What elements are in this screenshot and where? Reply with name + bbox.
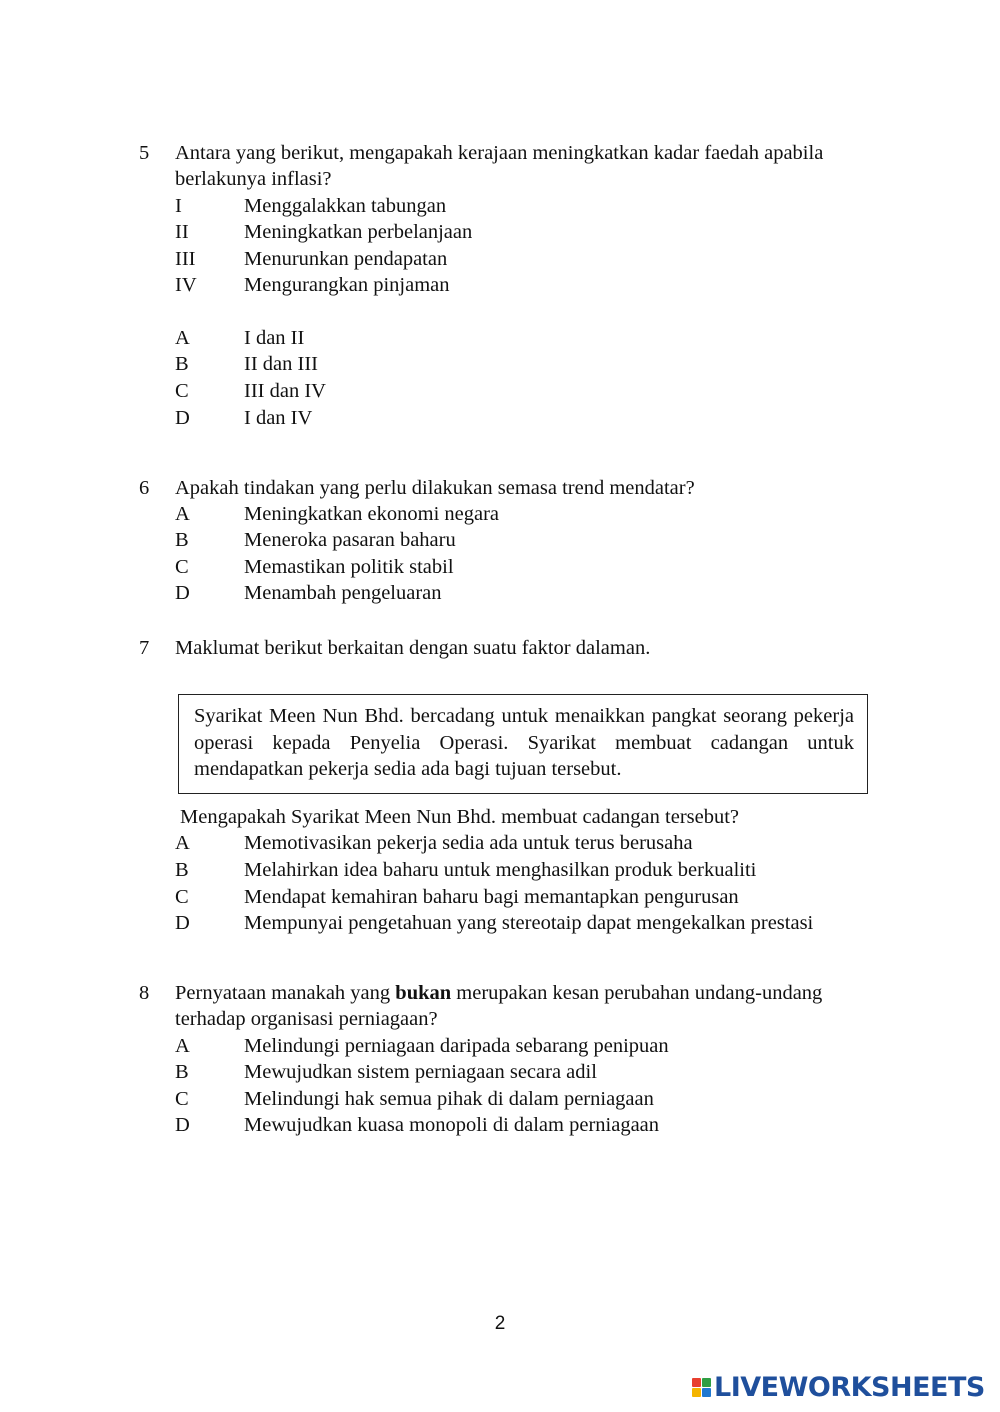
option-text[interactable]: Menambah pengeluaran bbox=[244, 582, 442, 604]
question-prompt: Mengapakah Syarikat Meen Nun Bhd. membuat cadangan tersebut? bbox=[180, 806, 740, 828]
logo-text: LIVEWORKSHEETS bbox=[714, 1371, 985, 1403]
option-label: D bbox=[175, 407, 190, 429]
option-text[interactable]: Mempunyai pengetahuan yang stereotaip dapat mengekalkan prestasi bbox=[244, 912, 814, 934]
logo-square-icon bbox=[702, 1378, 711, 1387]
option-label: A bbox=[175, 1035, 190, 1057]
option-text[interactable]: Melahirkan idea baharu untuk menghasilkan produk berkualiti bbox=[244, 859, 757, 881]
option-text[interactable]: Meneroka pasaran baharu bbox=[244, 529, 456, 551]
question-number: 5 bbox=[139, 142, 150, 164]
option-text[interactable]: Mewujudkan kuasa monopoli di dalam perniagaan bbox=[244, 1114, 660, 1136]
option-label: A bbox=[175, 832, 190, 854]
question-stem-line: berlakunya inflasi? bbox=[175, 168, 332, 190]
option-text[interactable]: I dan II bbox=[244, 327, 305, 349]
statement-label: III bbox=[175, 248, 196, 270]
info-box-line: Syarikat Meen Nun Bhd. bercadang untuk menaikkan pangkat seorang pekerja bbox=[194, 705, 854, 727]
option-text[interactable]: II dan III bbox=[244, 353, 318, 375]
question-number: 8 bbox=[139, 982, 150, 1004]
option-label: B bbox=[175, 859, 189, 881]
option-text[interactable]: III dan IV bbox=[244, 380, 326, 402]
question-stem-line bbox=[175, 980, 822, 1006]
option-text[interactable]: Memotivasikan pekerja sedia ada untuk terus berusaha bbox=[244, 832, 693, 854]
option-text[interactable]: Meningkatkan ekonomi negara bbox=[244, 503, 500, 525]
stem-text: merupakan kesan perubahan undang-undang bbox=[451, 982, 823, 1004]
question-number: 7 bbox=[139, 637, 150, 659]
logo-square-icon bbox=[692, 1378, 701, 1387]
stem-text: Pernyataan manakah yang bbox=[175, 982, 396, 1004]
option-text[interactable]: Melindungi hak semua pihak di dalam perniagaan bbox=[244, 1088, 654, 1110]
option-label: A bbox=[175, 327, 190, 349]
option-text[interactable]: Melindungi perniagaan daripada sebarang penipuan bbox=[244, 1035, 669, 1057]
stem-emphasis: bukan bbox=[395, 982, 452, 1004]
question-number: 6 bbox=[139, 477, 150, 499]
info-box-line: mendapatkan pekerja sedia ada bagi tujuan tersebut. bbox=[194, 758, 622, 780]
statement-text: Meningkatkan perbelanjaan bbox=[244, 221, 473, 243]
question-stem-line: Maklumat berikut berkaitan dengan suatu faktor dalaman. bbox=[175, 637, 651, 659]
page-number: 2 bbox=[494, 1313, 506, 1334]
logo-mark-icon bbox=[692, 1378, 711, 1397]
option-label: C bbox=[175, 1088, 189, 1110]
info-box-line: operasi kepada Penyelia Operasi. Syarikat membuat cadangan untuk bbox=[194, 732, 854, 754]
option-label: B bbox=[175, 529, 189, 551]
option-label: B bbox=[175, 1061, 189, 1083]
logo-square-icon bbox=[702, 1388, 711, 1397]
question-stem-line: terhadap organisasi perniagaan? bbox=[175, 1008, 438, 1030]
option-text[interactable]: Mendapat kemahiran baharu bagi memantapkan pengurusan bbox=[244, 886, 739, 908]
option-text[interactable]: Memastikan politik stabil bbox=[244, 556, 454, 578]
option-label: D bbox=[175, 1114, 190, 1136]
statement-text: Menggalakkan tabungan bbox=[244, 195, 447, 217]
option-label: A bbox=[175, 503, 190, 525]
option-label: D bbox=[175, 912, 190, 934]
question-stem-line: Apakah tindakan yang perlu dilakukan semasa trend mendatar? bbox=[175, 477, 695, 499]
option-text[interactable]: I dan IV bbox=[244, 407, 313, 429]
option-label: C bbox=[175, 556, 189, 578]
liveworksheets-logo bbox=[692, 1372, 985, 1402]
statement-label: IV bbox=[175, 274, 197, 296]
option-label: C bbox=[175, 380, 189, 402]
option-text[interactable]: Mewujudkan sistem perniagaan secara adil bbox=[244, 1061, 597, 1083]
statement-label: I bbox=[175, 195, 182, 217]
statement-text: Mengurangkan pinjaman bbox=[244, 274, 450, 296]
statement-text: Menurunkan pendapatan bbox=[244, 248, 448, 270]
logo-square-icon bbox=[692, 1388, 701, 1397]
option-label: C bbox=[175, 886, 189, 908]
option-label: B bbox=[175, 353, 189, 375]
option-label: D bbox=[175, 582, 190, 604]
statement-label: II bbox=[175, 221, 189, 243]
question-stem-line: Antara yang berikut, mengapakah kerajaan meningkatkan kadar faedah apabila bbox=[175, 142, 824, 164]
